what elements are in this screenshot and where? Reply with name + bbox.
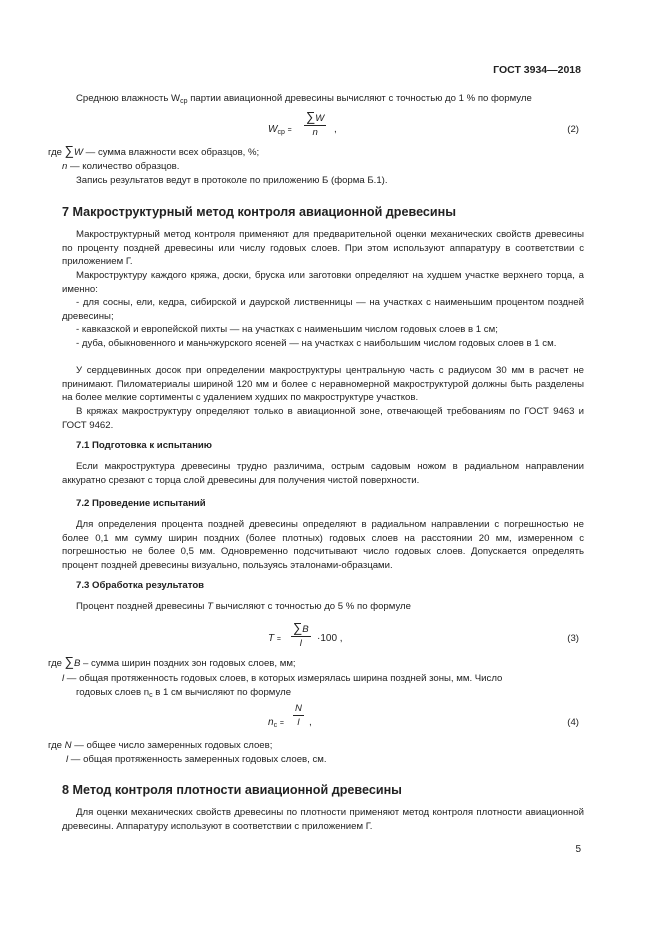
section-7-paragraph-2: Макроструктуру каждого кряжа, доски, бруска или заготовки определяют на худшем участке верхнего торца, а именно:: [62, 270, 584, 295]
subsection-7-1-paragraph: Если макроструктура древесины трудно различима, острым садовым ножом в радиальном направлении аккуратно срезают с торца слой древесины для получения чистой поверхности.: [62, 461, 584, 486]
subsection-7-3-paragraph: Процент поздней древесины T вычисляют с точностью до 5 % по формуле: [76, 601, 411, 612]
where-line-1: где ∑W — сумма влажности всех образцов, %;: [48, 143, 260, 158]
document-code: ГОСТ 3934—2018: [493, 64, 581, 76]
section-7-title: 7 Макроструктурный метод контроля авиационной древесины: [62, 205, 457, 219]
where-line-4: l — общая протяженность годовых слоев, в которых измерялась ширина поздней зоны, мм. Число: [62, 673, 503, 684]
subsection-7-3-title: 7.3 Обработка результатов: [76, 580, 205, 591]
formula-3-number: (3): [567, 633, 579, 644]
section-8-title: 8 Метод контроля плотности авиационной древесины: [62, 783, 402, 797]
formula-4-number: (4): [567, 717, 579, 728]
where-line-4b: годовых слоев $n_c$ в 1 см вычисляют по формуле: [76, 687, 292, 699]
subsection-7-2-paragraph: Для определения процента поздней древесины определяют в радиальном направлении с погрешностью не более 0,1 мм сумму ширин поздних (более плотных) годовых слоев на расстоянии 20 мм, измеренном с погрешностью не более 0,5 мм. Одновременно подсчитывают число годовых слоев. Допускается определять процент поздней древесины визуально, пользуясь эталонами-образцами.: [62, 519, 584, 571]
where-line-3: где ∑B – сумма ширин поздних зон годовых слоев, мм;: [48, 654, 296, 669]
where-line-2: n — количество образцов.: [62, 161, 180, 172]
document-page: ГОСТ 3934—2018 Среднюю влажность $W_{ср}$ партии авиационной древесины вычисляют с точностью до 1 % по формуле $W_{ср}$ = $\frac{\sum W}{n}$ , (2) где ∑W — сумма влажности всех образцов, %; n — количество образцов. Запись результатов ведут в протоколе по приложению Б (форма Б.1). 7 Макроструктурный метод контроля авиационной древесины Макроструктурный метод контроля применяют для предварительной оценки механических свойств древесины по проценту поздней древесины или числу годовых слоев. При этом используют аппаратуру в соответствии с приложением Г. Макроструктуру каждого кряжа, доски, бруска или заготовки определяют на худшем участке верхнего торца, а именно: - для сосны, ели, кедра, сибирской и даурской лиственницы — на участках с наименьшим процентом поздней древесины; - кавказской и европейской пихты — на участках с наименьшим числом годовых слоев в 1 см; - дуба, обыкновенного и маньчжурского ясеней — на участках с наибольшим числом годовых слоев в 1 см. У сердцевинных досок при определении макроструктуры центральную часть с радиусом 30 мм в расчет не принимают. Пиломатериалы шириной 120 мм и более с неравномерной макроструктурой должны быть разделены на более мелкие сортименты с удалением худших по макроструктуре участков. В кряжах макроструктуру определяют только в авиационной зоне, отвечающей требованиям по ГОСТ 9463 и ГОСТ 9462. 7.1 Подготовка к испытанию Если макроструктура древесины трудно различима, острым садовым ножом в радиальном направлении аккуратно срезают с торца слой древесины для получения чистой поверхности. 7.2 Проведение испытаний Для определения процента поздней древесины определяют в радиальном направлении с погрешностью не более 0,1 мм сумму ширин поздних (более плотных) годовых слоев на расстоянии 20 мм, измеренном с погрешностью не более 0,5 мм. Одновременно подсчитывают число годовых слоев. Допускается определять процент поздней древесины визуально, пользуясь эталонами-образцами. 7.3 Обработка результатов Процент поздней древесины T вычисляют с точностью до 5 % по формуле T = $\frac{\sum B}{l}$ ·100 , (3) где ∑B – сумма ширин поздних зон годовых слоев, мм; l — общая протяженность годовых слоев, в которых измерялась ширина поздней зоны, мм. Число годовых слоев $n_c$ в 1 см вычисляют по формуле $n_c$ = $\frac{N}{l}$ , (4) где N — общее число замеренных годовых слоев; l — общая протяженность замеренных годовых слоев, см. 8 Метод контроля плотности авиационной древесины Для оценки механических свойств древесины по плотности применяют метод контроля плотности авиационной древесины. Аппаратуру используют в соответствии с приложением Г. 5: [48, 64, 584, 855]
subsection-7-1-title: 7.1 Подготовка к испытанию: [76, 440, 212, 451]
intro-paragraph: Среднюю влажность $W_{ср}$ партии авиационной древесины вычисляют с точностью до 1 % по формуле: [76, 93, 532, 105]
section-7-paragraph-4: В кряжах макроструктуру определяют только в авиационной зоне, отвечающей требованиям по ГОСТ 9463 и ГОСТ 9462.: [62, 406, 584, 431]
subsection-7-2-title: 7.2 Проведение испытаний: [76, 498, 206, 509]
section-7-list-item-1: - для сосны, ели, кедра, сибирской и даурской лиственницы — на участках с наименьшим процентом поздней древесины;: [62, 297, 584, 322]
page-number: 5: [575, 844, 581, 855]
section-7-paragraph-3: У сердцевинных досок при определении макроструктуры центральную часть с радиусом 30 мм в расчет не принимают. Пиломатериалы шириной 120 мм и более с неравномерной макроструктурой должны быть разделены на более мелкие сортименты с удалением худших по макроструктуре участков.: [62, 365, 584, 404]
sum-symbol: ∑: [306, 109, 316, 124]
section-8-paragraph: Для оценки механических свойств древесины по плотности применяют метод контроля плотности авиационной древесины. Аппаратуру используют в соответствии с приложением Г.: [62, 807, 584, 832]
section-7-list-item-3: - дуба, обыкновенного и маньчжурского ясеней — на участках с наибольшим числом годовых слоев в 1 см.: [76, 338, 557, 349]
where-line-5: где N — общее число замеренных годовых слоев;: [48, 740, 273, 751]
record-note: Запись результатов ведут в протоколе по приложению Б (форма Б.1).: [76, 175, 388, 186]
section-7-paragraph-1: Макроструктурный метод контроля применяют для предварительной оценки механических свойств древесины по проценту поздней древесины или числу годовых слоев. При этом используют аппаратуру в соответствии с приложением Г.: [62, 229, 584, 268]
formula-2-number: (2): [567, 124, 579, 135]
section-7-list-item-2: - кавказской и европейской пихты — на участках с наименьшим числом годовых слоев в 1 см;: [76, 324, 498, 335]
where-line-6: l — общая протяженность замеренных годовых слоев, см.: [66, 754, 327, 765]
